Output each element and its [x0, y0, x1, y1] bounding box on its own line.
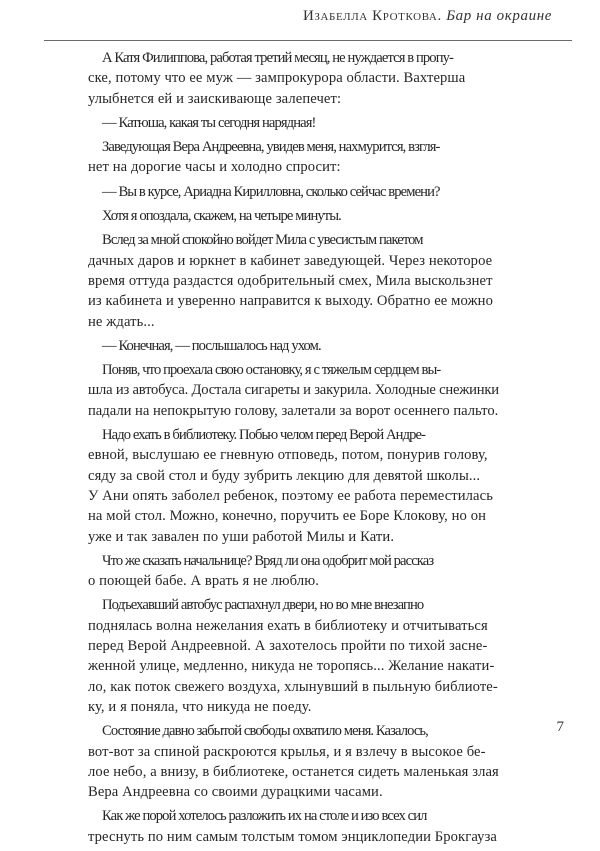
text-line: ло, как поток свежего воздуха, хлынувший в пыльную библиоте-: [88, 678, 498, 695]
text-line: — Вы в курсе, Ариадна Кирилловна, сколько сейчас времени?: [102, 183, 440, 200]
text-line: из кабинета и уверенно направится к выходу. Обратно ее можно: [88, 293, 493, 310]
paragraph: [88, 230, 500, 331]
text-line: Вслед за мной спокойно войдет Мила с увесистым пакетом: [102, 232, 423, 249]
text-line: Как же порой хотелось разложить их на столе и изо всех сил: [102, 808, 427, 825]
text-line: перед Верой Андреевной. А захотелось пройти по тихой заснe-: [88, 638, 488, 655]
paragraph: [88, 360, 500, 421]
text-line: ске, потому что ее муж — зампрокурора области. Вахтерша: [88, 70, 466, 87]
paragraph: [88, 137, 500, 178]
text-line: сяду за свой стол и буду зубрить лекцию для девятой школы...: [88, 467, 481, 484]
paragraph: [88, 721, 500, 802]
paragraph: [88, 48, 500, 109]
text-line: Надо ехать в библиотеку. Побью челом перед Верой Андре-: [102, 427, 426, 444]
text-line: Состояние давно забытой свободы охватило меня. Казалось,: [102, 723, 428, 740]
page-number: 7: [556, 719, 564, 735]
running-head: [303, 8, 552, 25]
text-line: А Катя Филиппова, работая третий месяц, не нуждается в пропу-: [102, 50, 453, 66]
text-line: Заведующая Вера Андреевна, увидев меня, нахмурится, взгля-: [102, 139, 440, 156]
text-line: уже и так завален по уши работой Милы и Кати.: [88, 528, 395, 545]
text-line: Что же сказать начальнице? Вряд ли она одобрит мой рассказ: [102, 552, 434, 569]
text-line: ку, и я поняла, что никуда не поеду.: [88, 698, 312, 715]
text-line: падали на непокрытую голову, залетали за ворот осеннего пальто.: [88, 402, 499, 419]
header-rule: [44, 40, 572, 41]
paragraph: [88, 113, 500, 133]
text-line: Поняв, что проехала свою остановку, я с тяжелым сердцем вы-: [102, 362, 441, 379]
text-line: У Ани опять заболел ребенок, поэтому ее работа переместилась: [88, 487, 493, 504]
text-line: время оттуда раздастся одобрительный смех, Мила выскользнет: [88, 272, 493, 289]
paragraph: [88, 595, 500, 717]
paragraph: [88, 425, 500, 547]
paragraph: [88, 806, 500, 847]
text-line: лое небо, а внизу, в библиотеке, останется сидеть маленькая злая: [88, 763, 499, 780]
body-text: [88, 48, 500, 851]
text-line: шла из автобуса. Достала сигареты и закурила. Холодные снежинки: [88, 382, 499, 399]
paragraph: [88, 206, 500, 226]
text-line: — Конечная, — послышалось над ухом.: [102, 337, 321, 354]
text-line: поднялась волна нежелания ехать в библиотеку и отчитываться: [88, 617, 488, 634]
text-line: Вера Андреевна со своими дурацкими часами.: [88, 784, 383, 801]
running-head-author: Изабелла Кроткова.: [302, 8, 442, 24]
text-line: о поющей бабе. А врать я не люблю.: [88, 573, 319, 590]
text-line: — Катюша, какая ты сегодня нарядная!: [102, 114, 316, 131]
running-head-book-title: Бар на окраине: [446, 8, 552, 24]
text-line: Хотя я опоздала, скажем, на четыре минуты.: [102, 208, 341, 225]
text-line: улыбнется ей и заискивающе залепечет:: [88, 90, 342, 107]
text-line: евной, выслушаю ее гневную отповедь, потом, понурив голову,: [88, 447, 488, 464]
paragraph: [88, 182, 500, 202]
paragraph: [88, 551, 500, 592]
text-line: дачных даров и юркнет в кабинет заведующей. Через некоторое: [88, 252, 493, 269]
text-line: Подъехавший автобус распахнул двери, но во мне внезапно: [102, 597, 424, 614]
paragraph: [88, 336, 500, 356]
text-line: на мой стол. Можно, конечно, поручить ее Боре Клокову, но он: [88, 508, 487, 525]
text-line: вот-вот за спиной раскроются крылья, и я взлечу в высокое бе-: [88, 743, 486, 760]
text-line: не ждать...: [88, 313, 155, 330]
text-line: женной улице, медленно, никуда не торопясь... Желание накати-: [88, 658, 495, 675]
text-line: треснуть по ним самым толстым томом энциклопедии Брокгауза: [88, 828, 498, 845]
text-line: нет на дорогие часы и холодно спросит:: [88, 159, 341, 176]
